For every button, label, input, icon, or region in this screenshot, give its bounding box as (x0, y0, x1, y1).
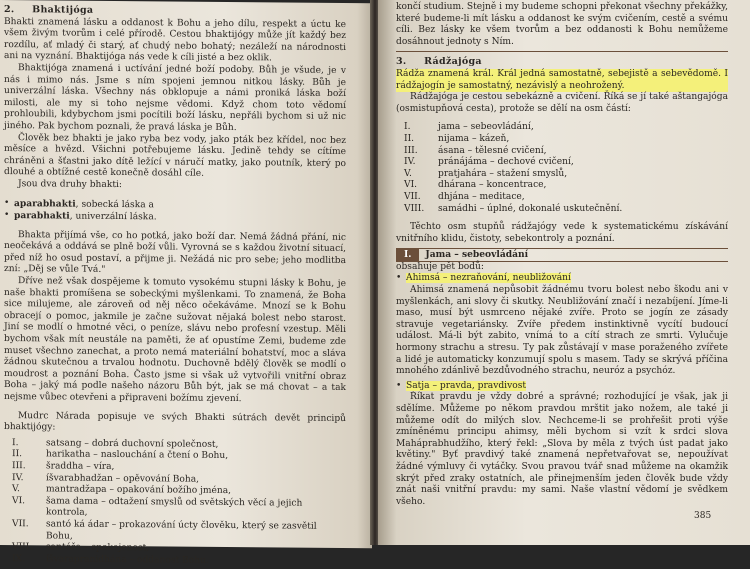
section-3-number: 3. (396, 56, 407, 68)
page-number: 385 (694, 511, 712, 521)
raja-paragraph-2: Rádžajóga je cestou sebekázně a cvičení. Říká se jí také aštangajóga (osmistupňová cesta), protože se dělí na osm částí: (396, 92, 728, 114)
ahimsa-item: • Ahimsá – nezraňování, neubližování (396, 273, 728, 285)
jama-subsection-title: Jama – sebeovládání (425, 249, 529, 261)
principle-item: IV. íšvarabhadžan – opěvování Boha, (12, 472, 200, 485)
jama-list-2 (396, 381, 728, 393)
bhakti-types-intro: Jsou dva druhy bhakti: (18, 179, 122, 190)
limb-item: II. nijama – kázeň, (404, 133, 510, 144)
bhakti-type-item: • parabhakti, univerzální láska. (4, 210, 346, 226)
satja-text: Říkat pravdu je vždy dobré a správné; rozhodující je však, jak ji sdělíme. Můžeme po někom pravdou mrštit jako nožem, ale také ji můžeme odít do milých slov. Nechceme-li se prohřešit proti výše zmíněnému principu ahimsy, měli bychom si vzít k srdci slova Maháprabhudžího, který řekl: „Slova by měla z tvých úst padat jako květiny." Byť pravdivý také znamená nepřetvařovat se, nepoužívat žádné výmluvy či vytáčky. Svou pravou tvář snad můžeme na okamžik skrýt před zraky ostatních, ale přinejmenším jeden člověk bude vždy znát naši vnitřní pravdu: my sami. Naše vlastní vědomí je svědkem všeho. (396, 392, 728, 507)
section-2-number: 2. (4, 4, 15, 16)
jama-intro: obsahuje pět bodů: (396, 261, 484, 272)
principle-item: III. šraddha – víra, (12, 461, 115, 472)
raja-summary: Těchto osm stupňů rádžajógy vede k systematickému získávání vnitřního klidu, čistoty, sebekontroly a poznání. (396, 222, 728, 244)
jama-subsection-heading (396, 248, 728, 262)
bhakti-principles-list (4, 438, 346, 569)
limb-item: III. ásana – tělesné cvičení, (404, 145, 547, 156)
bhakti-type-item: • aparabhakti, sobecká láska a (4, 198, 346, 214)
continued-text: končí studium. Stejně i my budeme schopni překonat všechny překážky, které budeme-li mít lásku a oddanost ke svým cvičením, cestě a svému cíli. Bez lásky ke všem tvorům a bez oddanosti k Bohu nemůžeme dosáhnout jednoty s Ním. (396, 2, 728, 47)
principle-item: I. satsang – dobrá duchovní společnost, (12, 437, 219, 450)
limb-item: V. pratjahára – stažení smyslů, (404, 168, 568, 179)
jama-subsection-number: I. (396, 249, 419, 261)
bhakti-paragraph-3: Člověk bez bhakti je jako ryba bez vody, jako pták bez křídel, noc bez měsíce a hvězd. Všichni potřebujeme lásku. Jedině tehdy se cítíme chráněni a šťastni jako dítě ležící v náručí matky, jako poutník, který po dlouhé a obtížné cestě konečně dosáhl cíle. (4, 132, 346, 180)
bhakta-paragraph: Bhakta přijímá vše, co ho potká, jako boží dar. Nemá žádná přání, nic neočekává a oddává se plně boží vůli. Vyrovná se s každou životní situací, před níž ho osud postaví, a přijme ji. Nežádá nic pro sebe; jeho modlitba zní: „Děj se vůle Tvá." (4, 229, 346, 276)
principle-item: IX. íšvarapranidhána – oddanost Bohu. (12, 553, 209, 566)
principle-item: VI. šama dama – odtažení smyslů od světských věcí a jejich kontrola, (12, 495, 303, 519)
narada-intro: Mudrc Nárada popisuje ve svých Bhakti sútrách devět principů bhaktijógy: (4, 410, 346, 433)
eight-limbs-list (396, 122, 728, 215)
ahimsa-text: Ahimsá znamená nepůsobit žádnému tvoru bolest nebo škodu ani v myšlenkách, ani slovy či skutky. Neubližování značí i nezabíjení. Jíme-li maso, musí být usmrceno nějaké zvíře. Proto se jogín ze zásady stravuje vegetariánsky. Zvíře předem instinktivně vycítí budoucí událost. Má-li být zabito, vnímá to a cítí strach ze smrti. Vylučuje hormony strachu a stresu. Ty pak zůstávají v mase poraženého zvířete a lidé je automaticky konzumují spolu s masem. Tady se skrývá příčina mnohého zdánlivě bezdůvodného strachu, neuróz a psychóz. (396, 285, 728, 377)
jama-list (396, 273, 728, 285)
section-3-heading (396, 56, 728, 68)
principle-item: V. mantradžapa – opakování božího jména, (12, 484, 232, 497)
bhakti-paragraph-6: Dříve než však dospějeme k tomuto vysokému stupni lásky k Bohu, je naše bhakti promíšena se sobeckými myšlenkami. To znamená, že Boha sice milujeme, ale zároveň od něj něco očekáváme. Mnozí se k Bohu obracejí o pomoc, jakmile je začne sužovat nějaká bolest nebo starost. Jiní se modlí o hmotné věci, o peníze, slávu nebo profesní vzestup. Měli bychom však mít neustále na paměti, že ať opustíme Zemi, budeme zde muset všechno zanechat, a proto nemá materiální bohatství, moc a sláva žádnou skutečnou a trvalou hodnotu. Duchovně bdělý člověk se modlí o moudrost a poznání Boha. Často jsme si však už vytvořili vnitřní obraz Boha – jaký má podle našeho názoru Bůh být, jak se má chovat – a tak nejsme vůbec otevřeni a připraveni božímu zjevení. (4, 276, 346, 405)
section-2-title: Bhaktijóga (32, 4, 94, 16)
principle-item: II. harikatha – naslouchání a čtení o Bohu, (12, 449, 229, 462)
section-3-title: Rádžajóga (424, 56, 482, 68)
raja-definition: Rádža znamená král. Král jedná samostatně, sebejistě a sebevědomě. I rádžajogín je samostatný, nezávislý a neohrožený. (396, 68, 728, 91)
principle-item: VIII. santóša – spokojenost, (12, 542, 150, 554)
left-page-text (4, 4, 346, 568)
satja-item: • Satja – pravda, pravdivost (396, 381, 728, 393)
limb-item: VII. dhjána – meditace, (404, 191, 525, 202)
bhakti-paragraph-2: Bhaktijóga znamená i uctívání jedné boží podoby. Bůh je všude, je v nás i mimo nás. Jsme s ním spojeni jemnou nitkou lásky. Bůh je univerzální láska. Všechny nás obklopuje a námi proniká láska boží milosti, ale my si toho nejsme vědomi. Když chom toto vědomí prohloubili, kdybychom jsmi pocítili boží lásku, nepřáli bychom si už nic jiného. Pak bychom poznali, že pravá láska je Bůh. (4, 63, 346, 134)
right-page (378, 0, 750, 545)
left-page (0, 0, 372, 566)
limb-item: VIII. samádhi – úplné, dokonalé uskutečnění. (404, 203, 623, 214)
bhakti-definition: Bhakti znamená lásku a oddanost k Bohu a jeho dílu, respekt a úctu ke všem živým tvorům i celé přírodě. Cestou bhaktijógy může jít každý bez rozdílu, ať mladý či starý, ať chudý nebo bohatý; nezáleží na národnosti ani na vyznání. Bhaktijóga nás vede k cíli jisté a bez oklik. (4, 16, 346, 64)
principle-item: VII. santó ká ádar – prokazování úcty člověku, který se zasvětil Bohu, (12, 519, 317, 542)
bhakti-types-list (4, 198, 346, 226)
limb-item: VI. dhárana – koncentrace, (404, 180, 547, 191)
limb-item: IV. pránájáma – dechové cvičení, (404, 157, 574, 168)
limb-item: I. jama – sebeovládání, (404, 122, 534, 133)
right-page-text (396, 2, 728, 508)
